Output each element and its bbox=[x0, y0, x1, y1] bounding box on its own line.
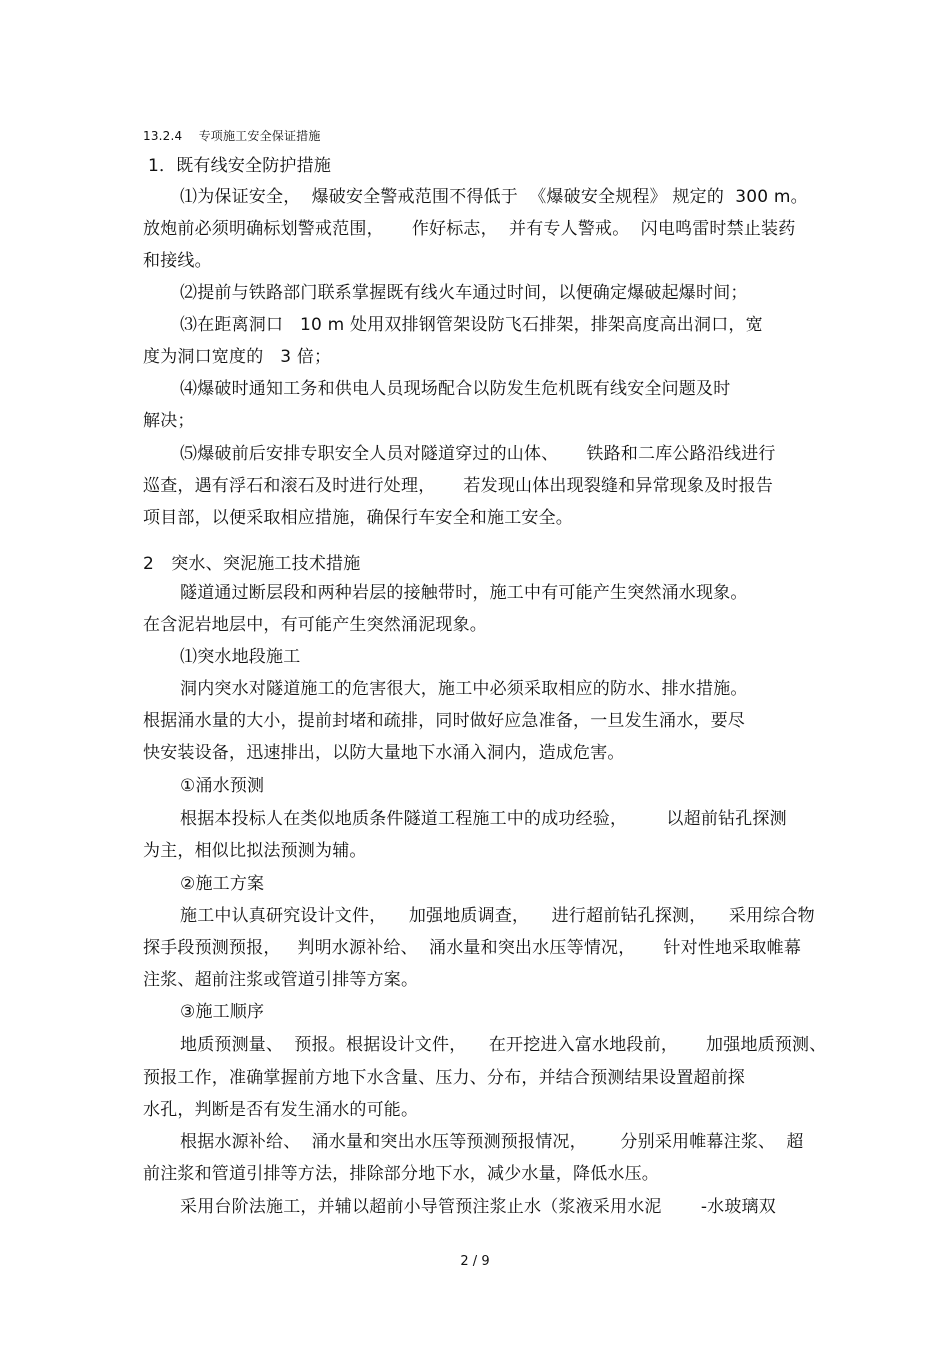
paragraph-line: 巡查，遇有浮石和滚石及时进行处理， 若发现山体出现裂缝和异常现象及时报告 bbox=[143, 476, 774, 496]
paragraph-line: 快安装设备，迅速排出，以防大量地下水涌入洞内，造成危害。 bbox=[143, 743, 625, 763]
paragraph-line: ⑵提前与铁路部门联系掌握既有线火车通过时间，以便确定爆破起爆时间； bbox=[180, 283, 748, 303]
paragraph-line: 为主，相似比拟法预测为辅。 bbox=[143, 841, 367, 861]
paragraph-line: 探手段预测预报， 判明水源补给、 涌水量和突出水压等情况， 针对性地采取帷幕 bbox=[143, 938, 802, 958]
paragraph-line: 放炮前必须明确标划警戒范围， 作好标志， 并有专人警戒。 闪电鸣雷时禁止装药 bbox=[143, 219, 796, 239]
subheading-line: 2 突水、突泥施工技术措施 bbox=[143, 554, 361, 574]
page-number: 2 / 9 bbox=[460, 1254, 490, 1269]
paragraph-line: 注浆、超前注浆或管道引排等方案。 bbox=[143, 970, 419, 990]
subheading-line: 1．既有线安全防护措施 bbox=[148, 156, 332, 176]
paragraph-line: ⑶在距离洞口 10 m 处用双排钢管架设防飞石排架，排架高度高出洞口，宽 bbox=[180, 315, 763, 335]
paragraph-line: 采用台阶法施工，并辅以超前小导管预注浆止水（浆液采用水泥 -水玻璃双 bbox=[180, 1197, 776, 1217]
paragraph-line: 地质预测量、 预报。根据设计文件， 在开挖进入富水地段前， 加强地质预测、 bbox=[180, 1035, 827, 1055]
paragraph-line: 度为洞口宽度的 3 倍； bbox=[143, 347, 332, 367]
paragraph-line: 施工中认真研究设计文件， 加强地质调查， 进行超前钻孔探测， 采用综合物 bbox=[180, 906, 815, 926]
paragraph-line: ⑸爆破前后安排专职安全人员对隧道穿过的山体、 铁路和二库公路沿线进行 bbox=[180, 444, 776, 464]
paragraph-line: 和接线。 bbox=[143, 251, 212, 271]
paragraph-line: 洞内突水对隧道施工的危害很大，施工中必须采取相应的防水、排水措施。 bbox=[180, 679, 748, 699]
paragraph-line: ②施工方案 bbox=[180, 874, 265, 894]
paragraph-line: 项目部，以便采取相应措施，确保行车安全和施工安全。 bbox=[143, 508, 573, 528]
paragraph-line: ①涌水预测 bbox=[180, 776, 265, 796]
paragraph-line: ⑷爆破时通知工务和供电人员现场配合以防发生危机既有线安全问题及时 bbox=[180, 379, 731, 399]
paragraph-line: 隧道通过断层段和两种岩层的接触带时，施工中有可能产生突然涌水现象。 bbox=[180, 583, 748, 603]
paragraph-line: 预报工作，准确掌握前方地下水含量、压力、分布，并结合预测结果设置超前探 bbox=[143, 1068, 745, 1088]
paragraph-line: ③施工顺序 bbox=[180, 1002, 265, 1022]
paragraph-line: 根据水源补给、 涌水量和突出水压等预测预报情况， 分别采用帷幕注浆、 超 bbox=[180, 1132, 804, 1152]
paragraph-line: 水孔，判断是否有发生涌水的可能。 bbox=[143, 1100, 419, 1120]
paragraph-line: 根据涌水量的大小，提前封堵和疏排，同时做好应急准备，一旦发生涌水，要尽 bbox=[143, 711, 745, 731]
paragraph-line: ⑴为保证安全， 爆破安全警戒范围不得低于 《爆破安全规程》 规定的 300 m。 bbox=[180, 187, 808, 207]
paragraph-line: ⑴突水地段施工 bbox=[180, 647, 301, 667]
section-heading: 13.2.4 专项施工安全保证措施 bbox=[143, 129, 321, 143]
paragraph-line: 在含泥岩地层中，有可能产生突然涌泥现象。 bbox=[143, 615, 487, 635]
paragraph-line: 根据本投标人在类似地质条件隧道工程施工中的成功经验， 以超前钻孔探测 bbox=[180, 809, 787, 829]
paragraph-line: 前注浆和管道引排等方法，排除部分地下水，减少水量，降低水压。 bbox=[143, 1164, 659, 1184]
paragraph-line: 解决； bbox=[143, 411, 195, 431]
